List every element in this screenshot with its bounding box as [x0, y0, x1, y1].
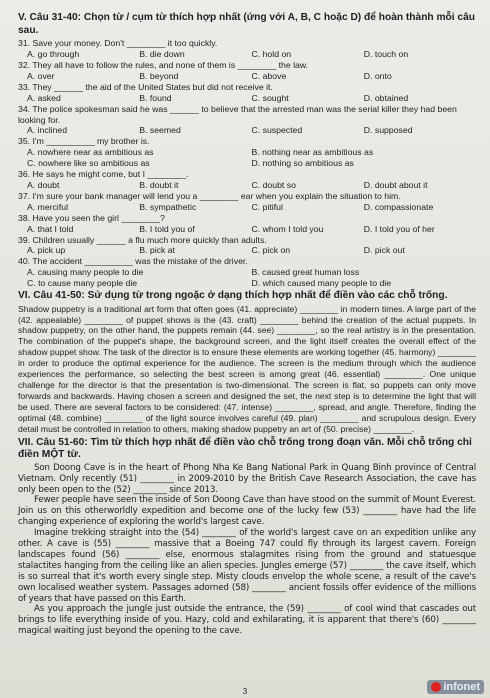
answer-option[interactable]: C. suspected: [251, 125, 303, 136]
answer-option[interactable]: D. which caused many people to die: [251, 278, 392, 289]
section-7-title: VII. Câu 51-60: Tìm từ thích hợp nhất để điền vào chỗ trống trong đoạn văn. Mỗi chỗ trống chỉ điền MỘT từ.: [18, 436, 472, 461]
question-stem: 34. The police spokesman said he was ______ to believe that the arrested man was the serial killer they had been looking for.: [18, 103, 457, 125]
question-stem: 33. They ______ the aid of the United States but did not receive it.: [18, 81, 273, 92]
paragraph-text: Imagine trekking straight into the (54) ________ of the world's largest cave on an expedition unlike any other. A cave is (55) ________ massive that a Boeing 747 could fly through its largest cavern. Foreign landscapes found (56) ________ else, enormous stalagmites rising from the ground and statuesque stalactites hanging from the ceiling like an alien species. Jungles emerge (57) ________ the cave itself, which is so surreal that it's worth every single step. Misty clouds envelop the whole scene, a result of the cave's own localised weather system. Passages adorned (58) ________ ancient fossils offer evidence of the millions of years that have passed on this Earth.: [18, 528, 476, 604]
question-stem: 40. The accident __________ was the mistake of the driver.: [18, 256, 248, 267]
question-38: [18, 213, 476, 235]
passage-paragraph: [18, 463, 476, 496]
section-6-title: VI. Câu 41-50: Sử dụng từ trong ngoặc ở dạng thích hợp nhất để điền vào các chỗ trống.: [18, 290, 448, 302]
question-37: [18, 191, 476, 213]
answer-options: [18, 71, 476, 82]
answer-options: [18, 202, 476, 213]
answer-option[interactable]: C. hold on: [251, 49, 292, 60]
answer-option[interactable]: D. touch on: [363, 49, 409, 60]
answer-option[interactable]: D. compassionate: [363, 201, 434, 212]
question-stem: 31. Save your money. Don't ________ it too quickly.: [18, 38, 218, 49]
answer-option[interactable]: A. merciful: [27, 201, 69, 212]
question-stem: 35. I'm __________ my brother is.: [18, 136, 150, 147]
passage-paragraph: [18, 528, 476, 604]
answer-option[interactable]: D. obtained: [363, 92, 409, 103]
question-stem: 32. They all have to follow the rules, and none of them is ________ the law.: [18, 60, 309, 70]
answer-option[interactable]: C. nowhere like so ambitious as: [27, 158, 150, 169]
answer-option[interactable]: C. whom I told you: [251, 223, 324, 234]
answer-option[interactable]: A. nowhere near as ambitious as: [27, 147, 154, 158]
answer-options: [18, 49, 476, 60]
answer-option[interactable]: C. sought: [251, 92, 289, 103]
answer-option[interactable]: B. beyond: [139, 70, 179, 81]
answer-option[interactable]: D. supposed: [363, 125, 413, 136]
question-32: [18, 60, 476, 82]
page-number: 3: [242, 687, 248, 696]
passage-paragraph: [18, 495, 476, 528]
answer-option[interactable]: B. seemed: [139, 125, 181, 136]
answer-options: [18, 224, 476, 235]
watermark-logo: [427, 680, 484, 694]
answer-option[interactable]: C. doubt so: [251, 179, 296, 190]
section-7-passage: [18, 463, 476, 638]
answer-option[interactable]: B. pick at: [139, 245, 175, 256]
section-5-questions: [18, 38, 476, 289]
answer-options: [18, 93, 476, 104]
answer-options: [18, 125, 476, 136]
question-40: [18, 256, 476, 289]
answer-option[interactable]: B. found: [139, 92, 172, 103]
answer-options: [18, 245, 476, 256]
answer-option[interactable]: A. inclined: [27, 125, 68, 136]
answer-option[interactable]: B. sympathetic: [139, 201, 197, 212]
answer-option[interactable]: A. doubt: [27, 179, 60, 190]
paragraph-text: As you approach the jungle just outside the entrance, the (59) ________ of cool wind that cascades out brings to life everything inside of you. Hazy, cold and exhilarating, it is apparent that there's (60) ________ magical waiting just beyond the opening to the cave.: [18, 604, 476, 637]
paragraph-text: Son Doong Cave is in the heart of Phong Nha Ke Bang National Park in Quang Binh province of Central Vietnam. Only recently (51) ________ in 2009-2010 by the British Cave Research Association, the cave has only been open to the (52) ________ since 2013.: [18, 462, 476, 495]
answer-option[interactable]: B. I told you of: [139, 223, 195, 234]
answer-option[interactable]: D. onto: [363, 70, 392, 81]
answer-option[interactable]: A. go through: [27, 49, 80, 60]
answer-option[interactable]: B. doubt it: [139, 179, 179, 190]
answer-option[interactable]: A. causing many people to die: [27, 267, 144, 278]
answer-option[interactable]: D. I told you of her: [363, 223, 435, 234]
answer-options: [18, 180, 476, 191]
watermark-text: infonet: [443, 681, 480, 693]
answer-options: [18, 147, 476, 169]
answer-option[interactable]: C. pitiful: [251, 201, 283, 212]
answer-option[interactable]: B. die down: [139, 49, 185, 60]
question-stem: 36. He says he might come, but I ________.: [18, 169, 189, 180]
passage-paragraph: [18, 604, 476, 637]
answer-option[interactable]: B. nothing near as ambitious as: [251, 147, 374, 158]
answer-option[interactable]: C. above: [251, 70, 287, 81]
paragraph-text: Fewer people have seen the inside of Son Doong Cave than have stood on the summit of Mount Everest. Join us on this otherworldly expedition and become one of the lucky few (53) ________ have had the life changing experience of exploring the world's largest cave.: [18, 495, 476, 528]
question-36: [18, 169, 476, 191]
question-stem: 37. I'm sure your bank manager will lend you a ________ ear when you explain the situation to him.: [18, 190, 401, 201]
answer-option[interactable]: B. caused great human loss: [251, 267, 360, 278]
question-34: [18, 104, 476, 137]
question-33: [18, 82, 476, 104]
question-31: [18, 38, 476, 60]
answer-option[interactable]: C. to cause many people die: [27, 278, 138, 289]
answer-option[interactable]: A. pick up: [27, 245, 66, 256]
answer-option[interactable]: C. pick on: [251, 245, 291, 256]
watermark-icon: [431, 682, 441, 692]
answer-options: [18, 267, 476, 289]
answer-option[interactable]: D. nothing so ambitious as: [251, 158, 354, 169]
question-35: [18, 136, 476, 169]
section-5-title: V. Câu 31-40: Chọn từ / cụm từ thích hợp nhất (ứng với A, B, C hoặc D) để hoàn thành mỗi câu sau.: [18, 12, 475, 36]
answer-option[interactable]: A. that I told: [27, 223, 74, 234]
answer-option[interactable]: D. pick out: [363, 245, 405, 256]
section-6-paragraph: Shadow puppetry is a traditional art form that often goes (41. appreciate) ________ in modern times. A large part of the (42. appealable) ________ of puppet shows is the (43. craft) ________ behind the creation of the actual puppets. In shadow puppetry, on the other hand, the puppets remain (44. see) ________, so the real artistry is in the presentation. The combination of the puppet's shape, the background screen, and the light itself creates the overall effect of the shadow puppet show. The task of the director is to ensure these elements are working together (45. harmony) ________ in order to produce the optimal experience for the audience. The screen is the medium through which the audience experiences the performance, so selecting the best screen is among great (46. essential) ________. One unique challenge for the director is that the presentation is two-dimensional. The screen is flat, so puppets can only move forwards and backwards. Having chosen a screen and designed the set, the next step is to determine the light that will be used. There are several factors to be considered: (47. intense) ________, spread, and angle. Therefore, finding the optimal (48. combine) ________ of the light source involves careful (49. plan) ________ and scrupulous design. Every detail must be controlled in relation to others, making shadow puppetry an art of (50. precise) ________.: [18, 303, 476, 434]
answer-option[interactable]: A. over: [27, 70, 55, 81]
answer-option[interactable]: A. asked: [27, 92, 61, 103]
question-stem: 39. Children usually ______ a flu much more quickly than adults.: [18, 234, 267, 245]
question-39: [18, 235, 476, 257]
question-stem: 38. Have you seen the girl ________?: [18, 212, 165, 223]
answer-option[interactable]: D. doubt about it: [363, 179, 428, 190]
